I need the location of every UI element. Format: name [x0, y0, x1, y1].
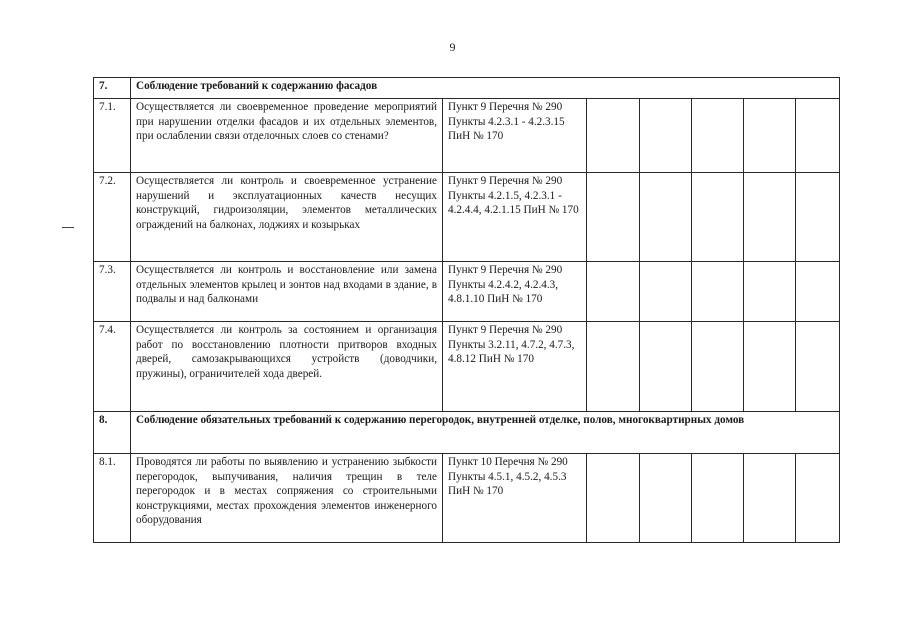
requirement-text: Осуществляется ли контроль за состоянием и организация работ по восстановлению плотности притворов входных дверей, самозакрывающихся устройств (доводчики, пружины), ограничителей хода дверей. — [131, 322, 443, 412]
answer-cell-na[interactable] — [692, 322, 744, 412]
table-row — [94, 99, 840, 173]
section-number: 8. — [94, 412, 131, 454]
requirement-text: Осуществляется ли контроль и своевременное устранение нарушений и эксплуатационных качеств несущих конструкций, гидроизоляции, элементов металлических ограждений на балконах, лоджиях и козырьках — [131, 173, 443, 262]
answer-cell-yes[interactable] — [587, 99, 640, 173]
answer-cell-extra[interactable] — [744, 262, 796, 322]
table-row — [94, 454, 840, 543]
row-number: 7.2. — [94, 173, 131, 262]
answer-cell-yes[interactable] — [587, 322, 640, 412]
page-number: 9 — [449, 40, 456, 54]
reference-text: Пункт 9 Перечня № 290 Пункты 4.2.4.2, 4.2.4.3, 4.8.1.10 ПиН № 170 — [443, 262, 587, 322]
answer-cell-extra[interactable] — [744, 454, 796, 543]
section-number: 7. — [94, 78, 131, 99]
checklist-table — [93, 77, 840, 543]
answer-cell-na[interactable] — [692, 173, 744, 262]
answer-cell-no[interactable] — [640, 454, 692, 543]
answer-cell-extra[interactable] — [744, 173, 796, 262]
reference-text: Пункт 9 Перечня № 290 Пункты 3.2.11, 4.7.2, 4.7.3, 4.8.12 ПиН № 170 — [443, 322, 587, 412]
row-number: 7.1. — [94, 99, 131, 173]
answer-cell-no[interactable] — [640, 99, 692, 173]
notes-cell[interactable] — [796, 99, 840, 173]
answer-cell-no[interactable] — [640, 262, 692, 322]
answer-cell-no[interactable] — [640, 173, 692, 262]
answer-cell-extra[interactable] — [744, 99, 796, 173]
row-number: 8.1. — [94, 454, 131, 543]
requirement-text: Осуществляется ли своевременное проведение мероприятий при нарушении отделки фасадов и их отдельных элементов, при ослаблении связи отделочных слоев со стенами? — [131, 99, 443, 173]
answer-cell-na[interactable] — [692, 454, 744, 543]
requirement-text: Осуществляется ли контроль и восстановление или замена отдельных элементов крылец и зонтов над входами в здание, в подвалы и над балконами — [131, 262, 443, 322]
answer-cell-no[interactable] — [640, 322, 692, 412]
table-row — [94, 173, 840, 262]
notes-cell[interactable] — [796, 322, 840, 412]
margin-mark — [62, 227, 74, 228]
notes-cell[interactable] — [796, 173, 840, 262]
section-title: Соблюдение обязательных требований к содержанию перегородок, внутренней отделке, полов, многоквартирных домов — [131, 412, 840, 454]
reference-text: Пункт 9 Перечня № 290 Пункты 4.2.3.1 - 4.2.3.15 ПиН № 170 — [443, 99, 587, 173]
section-header-row — [94, 78, 840, 99]
answer-cell-extra[interactable] — [744, 322, 796, 412]
requirement-text: Проводятся ли работы по выявлению и устранению зыбкости перегородок, выпучивания, наличия трещин в теле перегородок и в местах сопряжения со строительными конструкциями, местах прохождения элементов инженерного оборудования — [131, 454, 443, 543]
reference-text: Пункт 10 Перечня № 290 Пункты 4.5.1, 4.5.2, 4.5.3 ПиН № 170 — [443, 454, 587, 543]
answer-cell-yes[interactable] — [587, 262, 640, 322]
answer-cell-yes[interactable] — [587, 173, 640, 262]
answer-cell-na[interactable] — [692, 262, 744, 322]
table-row — [94, 262, 840, 322]
row-number: 7.3. — [94, 262, 131, 322]
row-number: 7.4. — [94, 322, 131, 412]
notes-cell[interactable] — [796, 454, 840, 543]
notes-cell[interactable] — [796, 262, 840, 322]
section-header-row — [94, 412, 840, 454]
section-title: Соблюдение требований к содержанию фасадов — [131, 78, 840, 99]
answer-cell-yes[interactable] — [587, 454, 640, 543]
table-row — [94, 322, 840, 412]
answer-cell-na[interactable] — [692, 99, 744, 173]
reference-text: Пункт 9 Перечня № 290 Пункты 4.2.1.5, 4.2.3.1 - 4.2.4.4, 4.2.1.15 ПиН № 170 — [443, 173, 587, 262]
